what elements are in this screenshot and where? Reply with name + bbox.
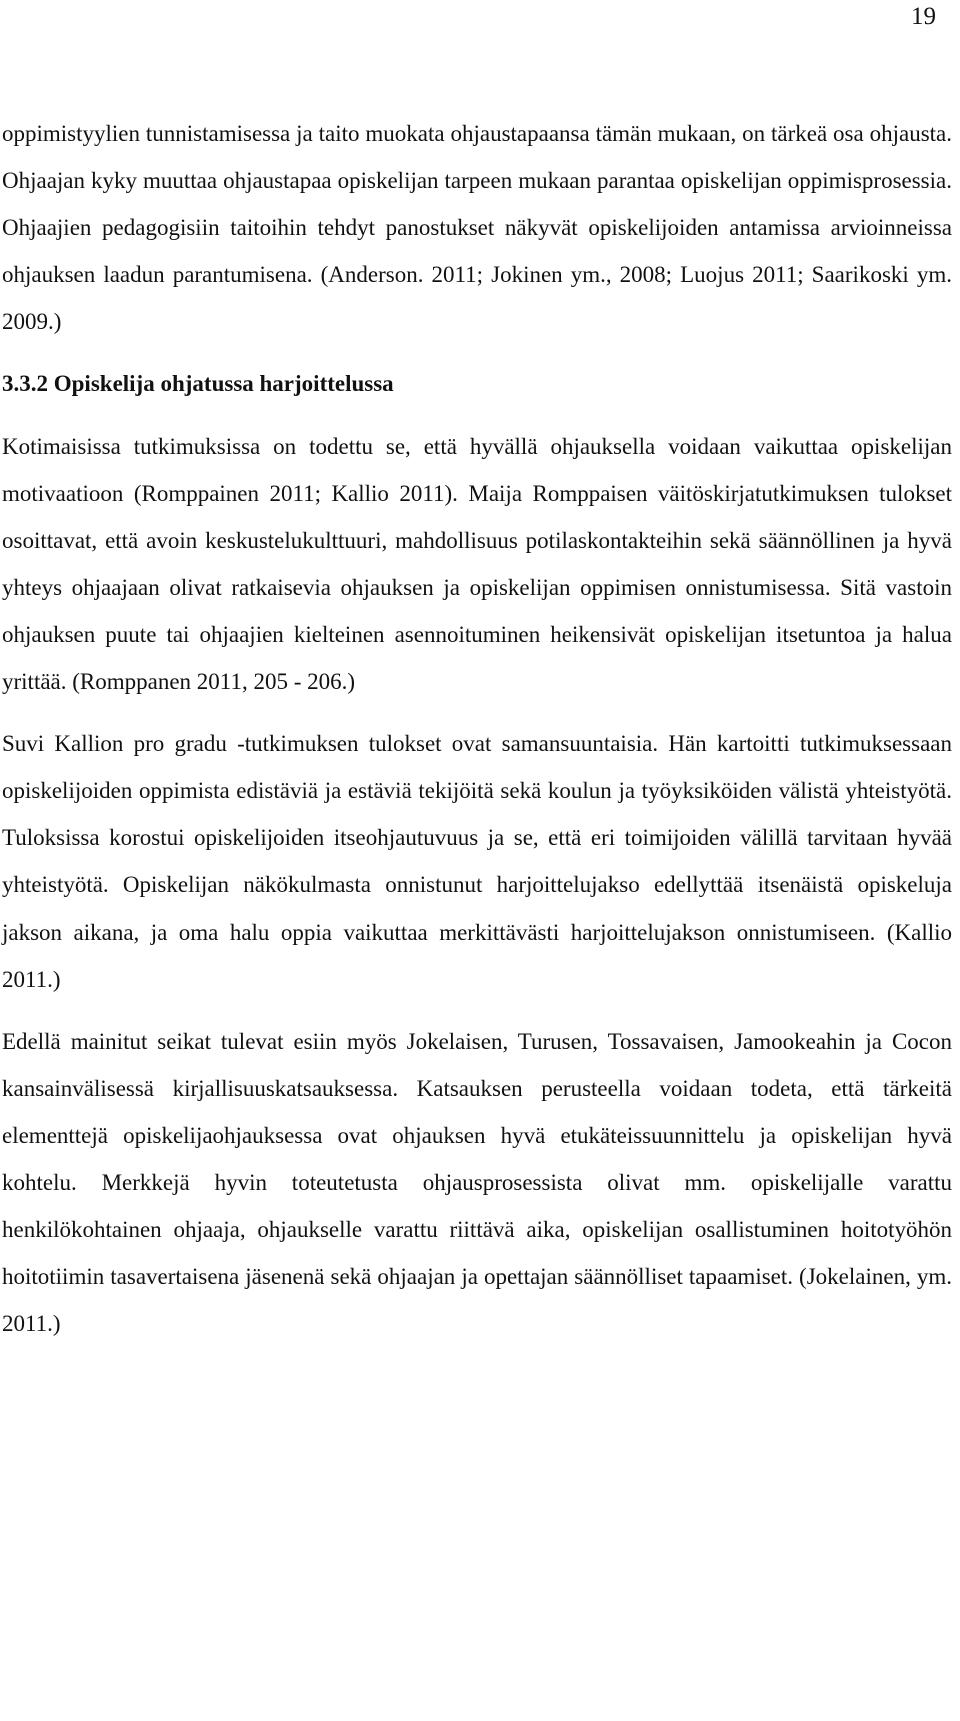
paragraph-jokelainen: Edellä mainitut seikat tulevat esiin myös Jokelaisen, Turusen, Tossavaisen, Jamookeahin ja Cocon kansainvälisessä kirjallisuuskatsauksessa. Katsauksen perusteella voidaan todeta, että tärkeitä elementtejä opiskelijaohjauksessa ovat ohjauksen hyvä etukäteissuunnittelu ja opiskelijan hyvä kohtelu. Merkkejä hyvin toteutetusta ohjausprosessista olivat mm. opiskelijalle varattu henkilökohtainen ohjaaja, ohjaukselle varattu riittävä aika, opiskelijan osallistuminen hoitotyöhön hoitotiimin tasavertaisena jäsenenä sekä ohjaajan ja opettajan säännölliset tapaamiset. (Jokelainen, ym. 2011.) (2, 1028, 952, 1337)
document-body (2, 110, 952, 1347)
page-number: 19 (911, 3, 936, 30)
paragraph-gap (2, 1003, 952, 1018)
paragraph-intro: oppimistyylien tunnistamisessa ja taito muokata ohjaustapaansa tämän mukaan, on tärkeä osa ohjausta. Ohjaajan kyky muuttaa ohjaustapaa opiskelijan tarpeen mukaan parantaa opiskelijan oppimisprosessia. Ohjaajien pedagogisiin taitoihin tehdyt panostukset näkyvät opiskelijoiden antamissa arvioinneissa ohjauksen laadun parantumisena. (Anderson. 2011; Jokinen ym., 2008; Luojus 2011; Saarikoski ym. 2009.) (2, 121, 952, 335)
paragraph-kallio: Suvi Kallion pro gradu -tutkimuksen tulokset ovat samansuuntaisia. Hän kartoitti tutkimuksessaan opiskelijoiden oppimista edistäviä ja estäviä tekijöitä sekä koulun ja työyksiköiden välistä yhteistyötä. Tuloksissa korostui opiskelijoiden itseohjautuvuus ja se, että eri toimijoiden välillä tarvitaan hyvää yhteistyötä. Opiskelijan näkökulmasta onnistunut harjoittelujakso edellyttää itsenäistä opiskeluja jakson aikana, ja oma halu oppia vaikuttaa merkittävästi harjoittelujakson onnistumiseen. (Kallio 2011.) (2, 731, 952, 992)
section-heading: 3.3.2 Opiskelija ohjatussa harjoittelussa (2, 371, 394, 397)
paragraph-gap (2, 705, 952, 720)
paragraph-gap (2, 408, 952, 423)
paragraph-gap (2, 345, 952, 360)
paragraph-romppainen: Kotimaisissa tutkimuksissa on todettu se, että hyvällä ohjauksella voidaan vaikuttaa opiskelijan motivaatioon (Romppainen 2011; Kallio 2011). Maija Romppaisen väitöskirjatutkimuksen tulokset osoittavat, että avoin keskustelukulttuuri, mahdollisuus potilaskontakteihin sekä säännöllinen ja hyvä yhteys ohjaajaan olivat ratkaisevia ohjauksen ja opiskelijan oppimisen onnistumisessa. Sitä vastoin ohjauksen puute tai ohjaajien kielteinen asennoituminen heikensivät opiskelijan itsetuntoa ja halua yrittää. (Romppanen 2011, 205 - 206.) (2, 433, 952, 695)
